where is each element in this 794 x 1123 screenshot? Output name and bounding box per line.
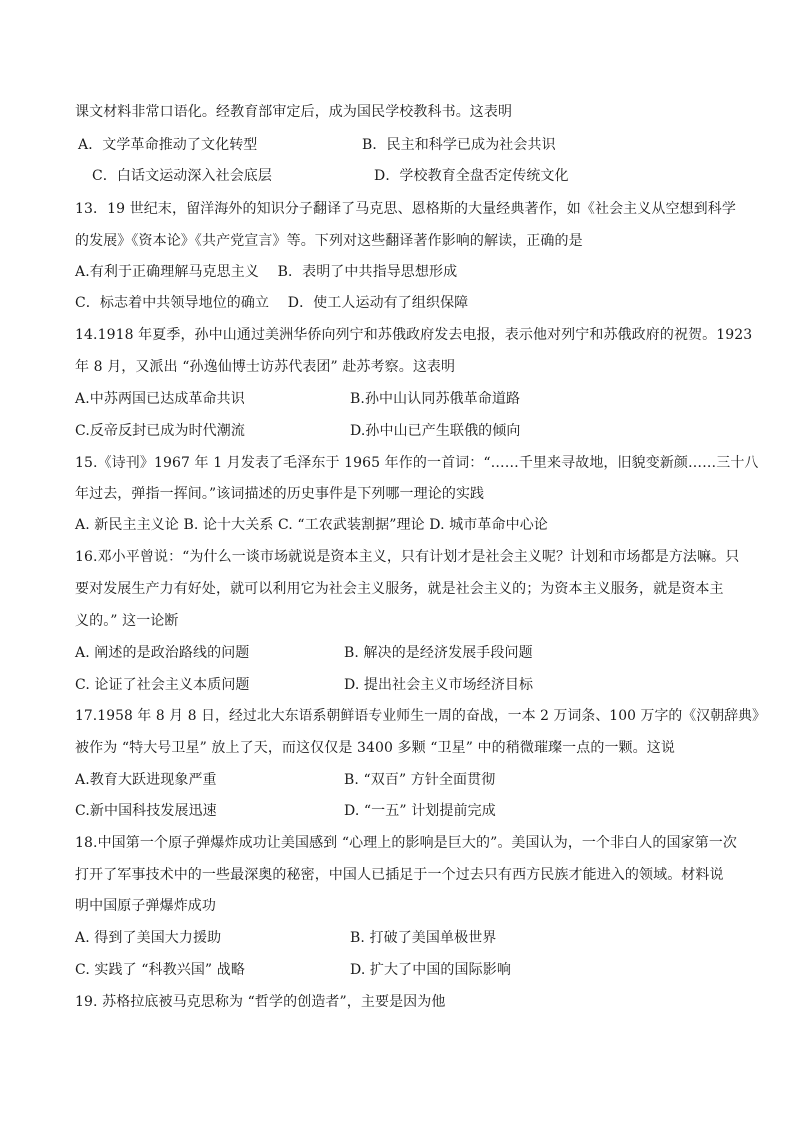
q14-option-d: D.孙中山已产生联俄的倾向 bbox=[350, 423, 521, 439]
q12-option-c: C．白话文运动深入社会底层 bbox=[92, 168, 273, 184]
q16-option-a: A. 阐述的是政治路线的问题 bbox=[75, 645, 250, 661]
q17-stem-2: 被作为 “特大号卫星” 放上了天，而这仅仅是 3400 多颗 “卫星” 中的稍微璀璨一点的一颗。这说 bbox=[75, 740, 675, 756]
q14-option-a: A.中苏两国已达成革命共识 bbox=[75, 391, 245, 407]
q14-option-b: B.孙中山认同苏俄革命道路 bbox=[350, 391, 521, 407]
q12-stem-end: 课文材料非常口语化。经教育部审定后，成为国民学校教科书。这表明 bbox=[75, 104, 513, 120]
q17-option-a: A.教育大跃进现象严重 bbox=[75, 772, 217, 788]
q12-option-d: D．学校教育全盘否定传统文化 bbox=[374, 168, 569, 184]
q13-options-cd: C．标志着中共领导地位的确立 D．使工人运动有了组织保障 bbox=[75, 295, 469, 311]
q14-option-c: C.反帝反封已成为时代潮流 bbox=[75, 423, 245, 439]
q16-option-b: B. 解决的是经济发展手段问题 bbox=[344, 645, 533, 661]
q18-stem-3: 明中国原子弹爆炸成功 bbox=[75, 898, 216, 914]
q16-stem-3: 义的。” 这一论断 bbox=[75, 613, 179, 629]
q16-stem-1: 16.邓小平曾说：“为什么一谈市场就说是资本主义，只有计划才是社会主义呢？计划和市场都是方法嘛。只 bbox=[75, 549, 740, 565]
q13-stem-2: 的发展》《资本论》《共产党宣言》等。下列对这些翻译著作影响的解读，正确的是 bbox=[75, 233, 583, 249]
q17-option-d: D. “一五” 计划提前完成 bbox=[344, 803, 496, 819]
q14-stem-2: 年 8 月，又派出 “孙逸仙博士访苏代表团” 赴苏考察。这表明 bbox=[75, 359, 456, 375]
q16-option-d: D. 提出社会主义市场经济目标 bbox=[344, 677, 534, 693]
q18-option-b: B. 打破了美国单极世界 bbox=[350, 930, 497, 946]
q15-stem-1: 15.《诗刊》1967 年 1 月发表了毛泽东于 1965 年作的一首词：“……千里来寻故地，旧貌变新颜……三十八 bbox=[75, 455, 759, 471]
q18-option-c: C. 实践了 “科教兴国” 战略 bbox=[75, 962, 245, 978]
q18-stem-1: 18.中国第一个原子弹爆炸成功让美国感到 “心理上的影响是巨大的”。美国认为，一个非白人的国家第一次 bbox=[75, 835, 738, 851]
q19-stem: 19. 苏格拉底被马克思称为 “哲学的创造者”，主要是因为他 bbox=[75, 994, 446, 1010]
q13-options-ab: A.有利于正确理解马克思主义 B．表明了中共指导思想形成 bbox=[75, 264, 458, 280]
q12-option-b: B．民主和科学已成为社会共识 bbox=[362, 137, 556, 153]
q18-stem-2: 打开了军事技术中的一些最深奥的秘密，中国人已插足于一个过去只有西方民族才能进入的领域。材料说 bbox=[75, 867, 724, 883]
q12-option-a: A．文学革命推动了文化转型 bbox=[78, 137, 258, 153]
q14-stem-1: 14.1918 年夏季，孙中山通过美洲华侨向列宁和苏俄政府发去电报，表示他对列宁和苏俄政府的祝贺。1923 bbox=[75, 327, 753, 343]
q17-option-b: B. “双百” 方针全面贯彻 bbox=[344, 772, 496, 788]
q17-stem-1: 17.1958 年 8 月 8 日，经过北大东语系朝鲜语专业师生一周的奋战，一本 2 万词条、100 万字的《汉朝辞典》 bbox=[75, 708, 766, 724]
q15-options: A. 新民主主义论 B. 论十大关系 C. “工农武装割据”理论 D. 城市革命中心论 bbox=[75, 517, 548, 533]
q18-option-d: D. 扩大了中国的国际影响 bbox=[350, 962, 511, 978]
q16-option-c: C. 论证了社会主义本质问题 bbox=[75, 677, 250, 693]
q15-stem-2: 年过去，弹指一挥间。”该词描述的历史事件是下列哪一理论的实践 bbox=[75, 486, 485, 502]
q17-option-c: C.新中国科技发展迅速 bbox=[75, 803, 217, 819]
q16-stem-2: 要对发展生产力有好处，就可以利用它为社会主义服务，就是社会主义的；为资本主义服务，就是资本主 bbox=[75, 581, 724, 597]
q13-stem-1: 13．19 世纪末，留洋海外的知识分子翻译了马克思、恩格斯的大量经典著作，如《社会主义从空想到科学 bbox=[75, 201, 736, 217]
q18-option-a: A. 得到了美国大力援助 bbox=[75, 930, 222, 946]
